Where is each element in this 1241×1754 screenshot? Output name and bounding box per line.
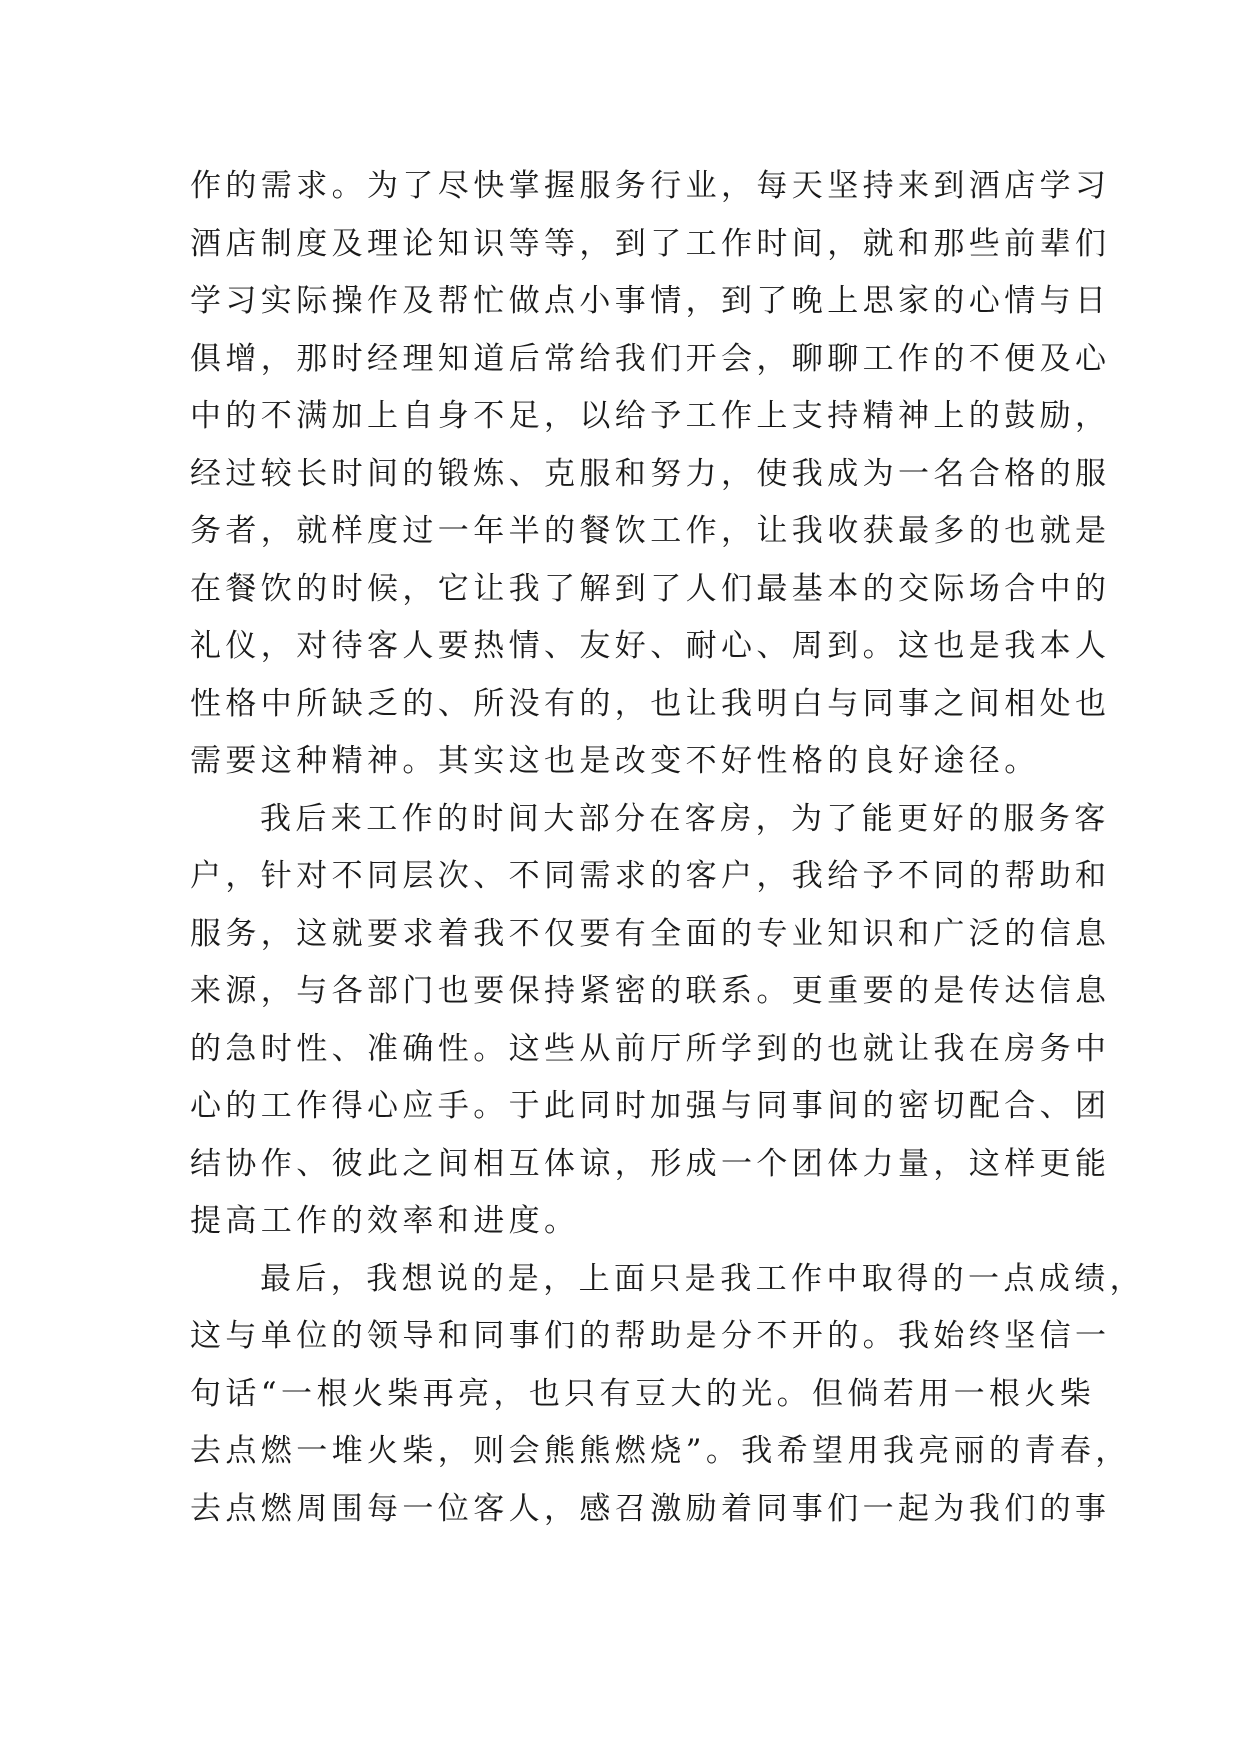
text-line: 户，针对不同层次、不同需求的客户，我给予不同的帮助和 <box>190 858 1111 894</box>
text-line: 务者，就样度过一年半的餐饮工作，让我收获最多的也就是 <box>190 513 1111 549</box>
text-line: 来源，与各部门也要保持紧密的联系。更重要的是传达信息 <box>190 973 1111 1009</box>
text-line: 中的不满加上自身不足，以给予工作上支持精神上的鼓励， <box>190 398 1111 434</box>
text-line: 学习实际操作及帮忙做点小事情，到了晚上思家的心情与日 <box>190 283 1111 319</box>
text-line: 酒店制度及理论知识等等，到了工作时间，就和那些前辈们 <box>190 225 1111 262</box>
text-line: 经过较长时间的锻炼、克服和努力，使我成为一名合格的服 <box>190 455 1111 492</box>
text-line: 作的需求。为了尽快掌握服务行业，每天坚持来到酒店学习 <box>190 168 1111 204</box>
text-line: 心的工作得心应手。于此同时加强与同事间的密切配合、团 <box>190 1088 1111 1124</box>
text-line: 的急时性、准确性。这些从前厅所学到的也就让我在房务中 <box>190 1030 1111 1067</box>
text-line: 结协作、彼此之间相互体谅，形成一个团体力量，这样更能 <box>190 1145 1111 1182</box>
body-text <box>190 158 1145 1538</box>
text-line: 俱增，那时经理知道后常给我们开会，聊聊工作的不便及心 <box>190 340 1111 377</box>
text-line: 性格中所缺乏的、所没有的，也让我明白与同事之间相处也 <box>190 685 1111 722</box>
text-line: 在餐饮的时候，它让我了解到了人们最基本的交际场合中的 <box>190 570 1111 607</box>
text-line: 礼仪，对待客人要热情、友好、耐心、周到。这也是我本人 <box>190 628 1111 664</box>
text-line: 最后，我想说的是，上面只是我工作中取得的一点成绩， <box>260 1260 1145 1297</box>
text-line: 去点燃一堆火柴，则会熊熊燃烧”。我希望用我亮丽的青春， <box>190 1433 1131 1469</box>
text-line: 需要这种精神。其实这也是改变不好性格的良好途径。 <box>190 743 1040 779</box>
text-line: 服务，这就要求着我不仅要有全面的专业知识和广泛的信息 <box>190 915 1111 952</box>
text-line: 这与单位的领导和同事们的帮助是分不开的。我始终坚信一 <box>190 1318 1111 1354</box>
text-line: 去点燃周围每一位客人，感召激励着同事们一起为我们的事 <box>190 1490 1111 1527</box>
text-line: 提高工作的效率和进度。 <box>190 1203 580 1239</box>
text-line: 我后来工作的时间大部分在客房，为了能更好的服务客 <box>260 800 1110 837</box>
text-line: 句话“一根火柴再亮，也只有豆大的光。但倘若用一根火柴 <box>190 1375 1096 1412</box>
